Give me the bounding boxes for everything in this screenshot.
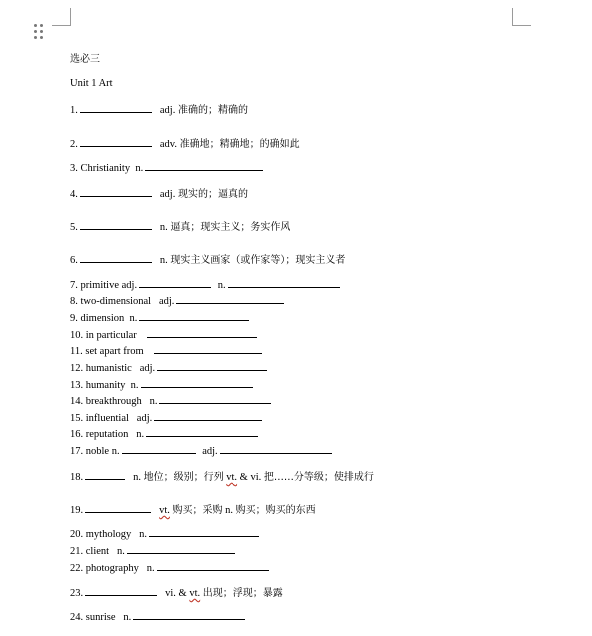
answer-blank[interactable] bbox=[85, 469, 125, 480]
vocab-item-15: 15. influential adj. bbox=[70, 410, 266, 426]
vocab-item-22: 22. photography n. bbox=[70, 560, 273, 576]
page-corner-right-horizontal bbox=[512, 25, 531, 26]
page-corner-left-horizontal bbox=[52, 25, 71, 26]
answer-blank[interactable] bbox=[85, 502, 151, 513]
vocab-item-23: 23. vi. & vt. 出现；浮现；暴露 bbox=[70, 585, 283, 601]
vocab-item-5: 5. n. 逼真；现实主义；务实作风 bbox=[70, 219, 290, 235]
answer-blank[interactable] bbox=[80, 186, 152, 197]
vocab-item-18: 18. n. 地位；级别；行列 vt. & vi. 把……分等级；使排成行 bbox=[70, 469, 374, 485]
answer-blank[interactable] bbox=[154, 410, 262, 421]
vocab-item-17: 17. noble n. adj. bbox=[70, 443, 336, 459]
vocab-item-8: 8. two-dimensional adj. bbox=[70, 293, 288, 309]
drag-handle-icon[interactable] bbox=[34, 24, 44, 40]
answer-blank[interactable] bbox=[141, 377, 253, 388]
vocab-item-1: 1. adj. 准确的；精确的 bbox=[70, 102, 248, 118]
answer-blank[interactable] bbox=[146, 426, 258, 437]
answer-blank[interactable] bbox=[154, 343, 262, 354]
vocab-item-2: 2. adv. 准确地；精确地；的确如此 bbox=[70, 136, 300, 152]
answer-blank[interactable] bbox=[149, 526, 259, 537]
answer-blank[interactable] bbox=[139, 277, 211, 288]
answer-blank[interactable] bbox=[85, 585, 157, 596]
answer-blank[interactable] bbox=[80, 102, 152, 113]
unit-title: Unit 1 Art bbox=[70, 78, 113, 89]
answer-blank[interactable] bbox=[80, 219, 152, 230]
page-corner-right-vertical bbox=[512, 8, 513, 26]
vocab-item-12: 12. humanistic adj. bbox=[70, 360, 271, 376]
answer-blank[interactable] bbox=[145, 160, 263, 171]
vocab-item-11: 11. set apart from bbox=[70, 343, 266, 359]
answer-blank[interactable] bbox=[122, 443, 196, 454]
vocab-item-3: 3. Christianity n. bbox=[70, 160, 267, 176]
answer-blank[interactable] bbox=[80, 252, 152, 263]
vocab-item-20: 20. mythology n. bbox=[70, 526, 263, 542]
vocab-item-16: 16. reputation n. bbox=[70, 426, 262, 442]
vocab-item-19: 19. vt. 购买；采购 n. 购买；购买的东西 bbox=[70, 502, 316, 518]
answer-blank[interactable] bbox=[133, 609, 245, 620]
vocab-item-7: 7. primitive adj. n. bbox=[70, 277, 344, 293]
vocab-item-10: 10. in particular bbox=[70, 327, 261, 343]
vocab-item-13: 13. humanity n. bbox=[70, 377, 257, 393]
vocab-item-21: 21. client n. bbox=[70, 543, 239, 559]
vocab-item-6: 6. n. 现实主义画家（或作家等）；现实主义者 bbox=[70, 252, 345, 268]
answer-blank[interactable] bbox=[139, 310, 249, 321]
vocab-item-4: 4. adj. 现实的；逼真的 bbox=[70, 186, 248, 202]
vocab-item-14: 14. breakthrough n. bbox=[70, 393, 275, 409]
answer-blank[interactable] bbox=[159, 393, 271, 404]
answer-blank[interactable] bbox=[228, 277, 340, 288]
answer-blank[interactable] bbox=[80, 136, 152, 147]
answer-blank[interactable] bbox=[176, 293, 284, 304]
answer-blank[interactable] bbox=[220, 443, 332, 454]
answer-blank[interactable] bbox=[147, 327, 257, 338]
answer-blank[interactable] bbox=[157, 360, 267, 371]
book-title: 选必三 bbox=[70, 54, 100, 65]
vocab-item-24: 24. sunrise n. bbox=[70, 609, 249, 625]
page-corner-left-vertical bbox=[70, 8, 71, 26]
answer-blank[interactable] bbox=[157, 560, 269, 571]
answer-blank[interactable] bbox=[127, 543, 235, 554]
vocab-item-9: 9. dimension n. bbox=[70, 310, 253, 326]
